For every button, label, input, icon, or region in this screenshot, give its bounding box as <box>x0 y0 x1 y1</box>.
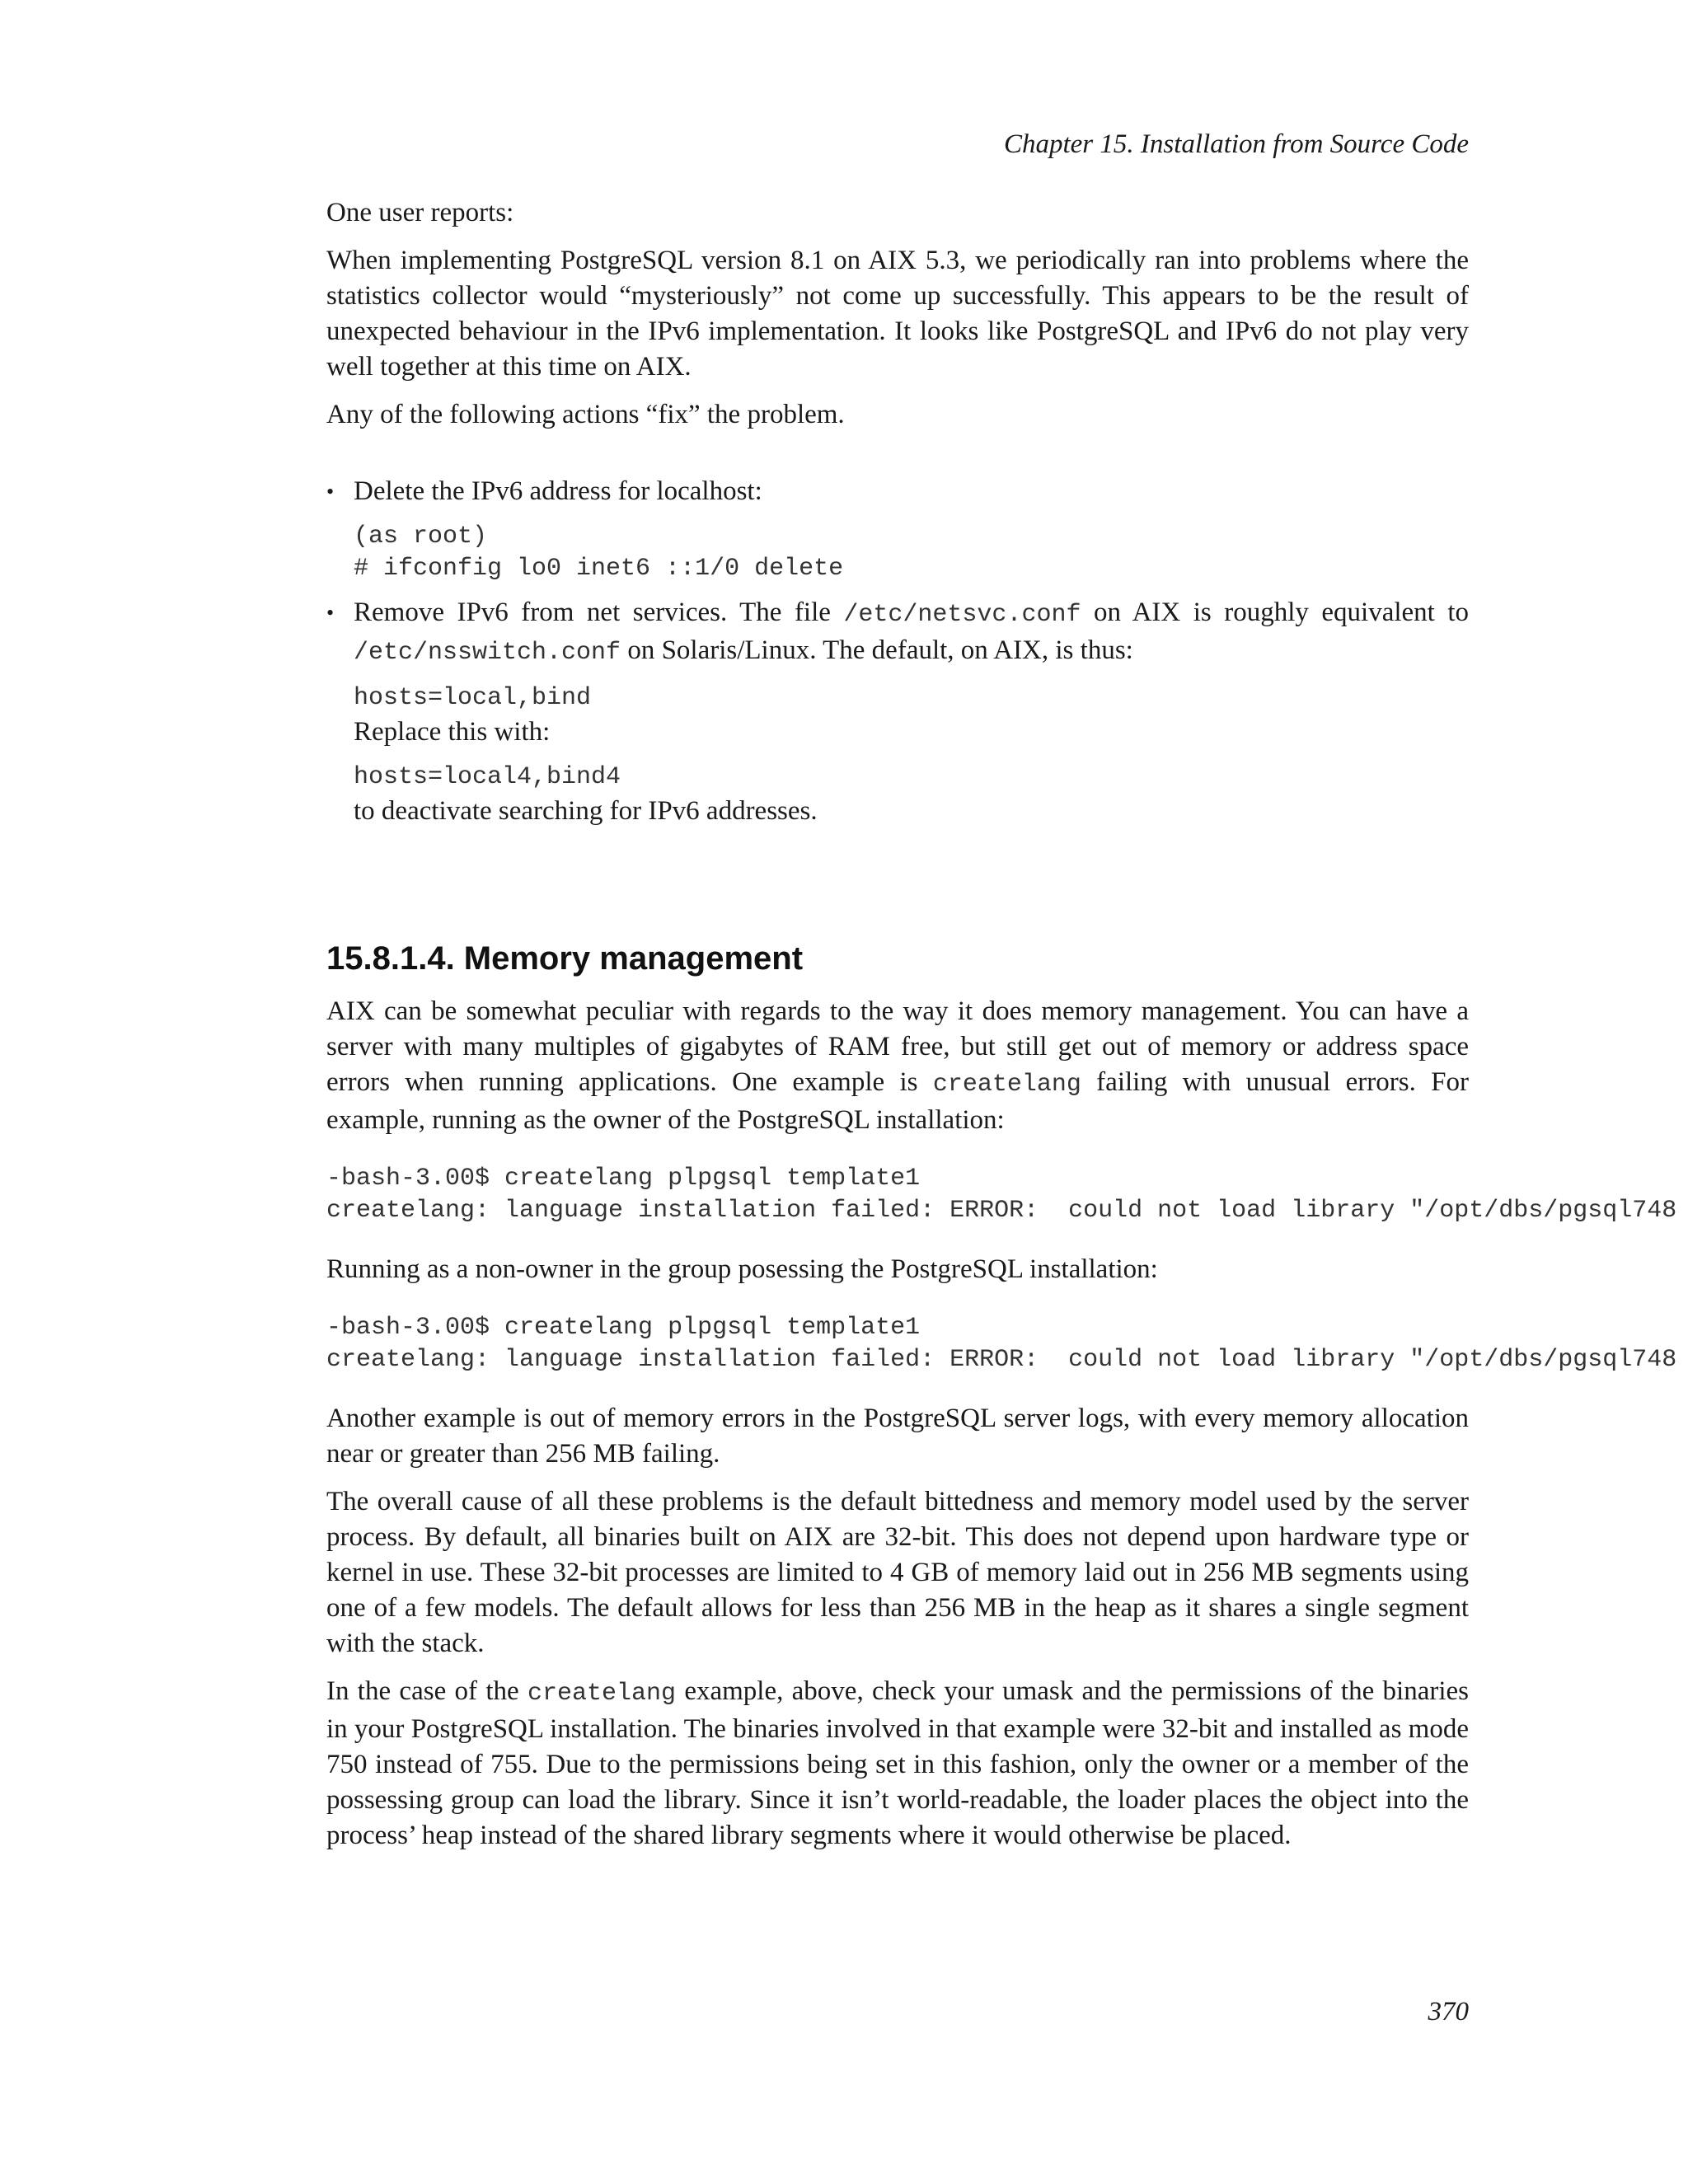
out-of-memory-paragraph: Another example is out of memory errors in the PostgreSQL server logs, with every memory allocation near or greater than 256 MB failing. <box>326 1404 1469 1469</box>
code-line: -bash-3.00$ createlang plpgsql template1 <box>326 1165 921 1193</box>
code-line: createlang: language installation failed: ERROR: could not load library "/opt/dbs/pgsql748 <box>326 1346 1677 1374</box>
code-line: # ifconfig lo0 inet6 ::1/0 delete <box>354 555 844 583</box>
inline-code-filename: /etc/netsvc.conf <box>843 601 1081 629</box>
text-run: Remove IPv6 from net services. The file <box>354 598 844 627</box>
bullet-icon: • <box>326 480 335 504</box>
text-run: example, above, check your umask and the permissions of the binaries in your PostgreSQL installation. The binaries involved in that example were 32-bit and installed as mode 750 instead of 755. Due to the permissions being set in this fashion, only the owner or a member of the possessing group can load the library. Since it isn’t world-readable, the loader places the object into the process’ heap instead of the shared library segments where it would otherwise be placed. <box>326 1676 1469 1850</box>
user-quote-paragraph: When implementing PostgreSQL version 8.1 on AIX 5.3, we periodically ran into problems where the statistics collector would “mysteriously” not come up successfully. This appears to be the result of unexpected behaviour in the IPv6 implementation. It looks like PostgreSQL and IPv6 do not play very well together at this time on AIX. <box>326 246 1469 382</box>
memory-intro-paragraph <box>326 994 1469 1138</box>
inline-code-command: createlang <box>527 1680 676 1708</box>
replace-text: Replace this with: <box>354 717 551 747</box>
fix-actions-list <box>326 474 1469 829</box>
user-reports-paragraph: One user reports: <box>326 198 514 227</box>
bullet-icon: • <box>326 601 335 625</box>
text-run: on AIX is roughly equivalent to <box>1081 598 1469 627</box>
createlang-case-paragraph <box>326 1674 1469 1854</box>
code-block <box>326 1163 1688 1227</box>
list-item <box>326 474 1469 585</box>
non-owner-paragraph: Running as a non-owner in the group posessing the PostgreSQL installation: <box>326 1254 1158 1284</box>
page-content <box>326 195 1677 1866</box>
code-block: hosts=local4,bind4 <box>354 763 621 791</box>
fix-actions-paragraph: Any of the following actions “fix” the problem. <box>326 400 845 429</box>
cause-paragraph: The overall cause of all these problems is the default bittedness and memory model used by the server process. By default, all binaries built on AIX are 32-bit. This does not depend upon hardware type or kernel in use. These 32-bit processes are limited to 4 GB of memory laid out in 256 MB segments using one of a few models. The default allows for less than 256 MB in the heap as it shares a single segment with the stack. <box>326 1487 1469 1658</box>
text-run: AIX can be somewhat peculiar with regards to the way it does memory management. You can have a server with many multiples of gigabytes of RAM free, but still get out of memory or address space errors when running applications. One example is <box>326 996 1469 1097</box>
code-block <box>326 1312 1688 1376</box>
page-number: 370 <box>1428 1997 1469 2027</box>
list-item <box>326 595 1469 829</box>
section-heading: 15.8.1.4. Memory management <box>326 940 804 977</box>
code-block: hosts=local,bind <box>354 684 592 712</box>
code-line: (as root) <box>354 523 488 551</box>
running-header: Chapter 15. Installation from Source Code <box>1003 129 1469 159</box>
list-item-text: Delete the IPv6 address for localhost: <box>354 476 762 506</box>
inline-code-filename: /etc/nsswitch.conf <box>354 639 621 667</box>
code-line: createlang: language installation failed: ERROR: could not load library "/opt/dbs/pgsql748 <box>326 1197 1677 1225</box>
text-run: failing with unusual errors. For example, running as the owner of the PostgreSQL installation: <box>326 1067 1469 1135</box>
inline-code-command: createlang <box>932 1071 1081 1099</box>
text-run: on Solaris/Linux. The default, on AIX, is thus: <box>621 635 1133 665</box>
code-block <box>354 521 1469 585</box>
code-line: -bash-3.00$ createlang plpgsql template1 <box>326 1314 921 1342</box>
text-run: In the case of the <box>326 1676 528 1706</box>
deactivate-text: to deactivate searching for IPv6 addresses. <box>354 796 818 826</box>
list-item-text <box>354 595 1469 671</box>
